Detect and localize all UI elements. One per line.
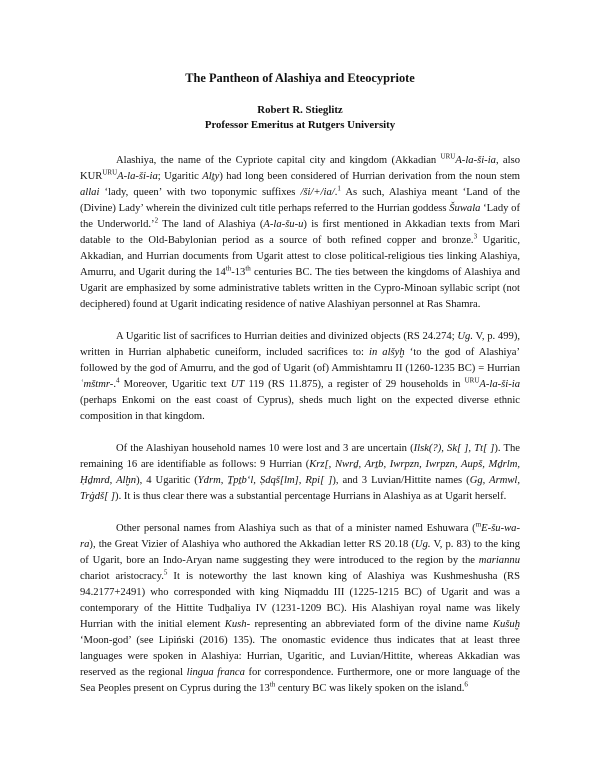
italic-term: A-la-ši-ia [117, 171, 158, 182]
footnote-ref[interactable]: 3 [473, 232, 478, 241]
author-affiliation: Professor Emeritus at Rutgers University [204, 119, 396, 131]
text-run: The land of Alashiya ( [158, 219, 264, 230]
text-run: . [113, 379, 116, 390]
italic-term: in alšyḫ [369, 347, 405, 358]
text-run: Ugaritic, Akkadian, and Hurrian documents from Ugarit attest to close political-religious ties linking Alashiya, Amurru, and Ugarit during the 14 [80, 235, 520, 278]
italic-term: E-šu-wa-ra [80, 523, 520, 550]
text-run: 119 (RS 11.875), a register of 29 households in [244, 379, 465, 390]
ordinal-suffix: th [245, 264, 251, 273]
italic-term: Ug. [414, 539, 431, 550]
text-run: ; Ugaritic [157, 171, 203, 182]
italic-term: Ilsk(?), Sk[ ], Tt[ ] [413, 443, 495, 454]
text-run: Other personal names from Alashiya such as that of a minister named Eshuwara ( [116, 523, 476, 534]
italic-term: Gg, Armwl, Trġdš[ ] [80, 475, 520, 502]
text-run: ‘lady, queen’ with two toponymic suffixes [99, 187, 301, 198]
text-run: ‘Lady of the Underworld.’ [80, 203, 520, 230]
text-run: ) had long been considered of Hurrian derivation from the noun stem [219, 171, 521, 182]
text-run: ). The remaining 16 are identifiable as follows: 9 Hurrian ( [80, 443, 520, 470]
italic-term: Kušuḫ [492, 619, 520, 630]
footnote-ref[interactable]: 4 [116, 376, 120, 385]
text-run: representing an abbreviated form of the divine name [250, 619, 493, 630]
text-run: V, p. 83) to the king of Ugarit, bore an Indo-Aryan name suggesting they were introduced to the region by the [80, 539, 520, 566]
text-run: centuries BC. The ties between the kingdoms of Alashiya and Ugarit are emphasized by some administrative tablets written in the Cypro-Minoan syllabic script (not deciphered) found at Ugarit indicating residence of native Alashiyan personnel at Ras Shamra. [80, 267, 520, 310]
superscript-determinative: URU [440, 152, 456, 161]
paragraph-3 [80, 441, 520, 505]
italic-term: Alṯy [202, 171, 220, 182]
text-run: -13 [231, 267, 246, 278]
text-run: for correspondence. Furthermore, one or more language of the Sea Peoples present on Cyprus during the 13 [80, 667, 520, 694]
italic-term: A-la-ši-ia [479, 379, 521, 390]
italic-term: Ug. [457, 331, 473, 342]
italic-term: Krz[, Nwrḏ, Arṯb, Iwrpzn, Iwrpzn, Aupš, Mḏrlm, Ḥḏmrd, Alḫn [80, 459, 520, 486]
text-run: A Ugaritic list of sacrifices to Hurrian deities and divinized objects (RS 24.274; [116, 331, 458, 342]
text-run: century BC was likely spoken on the island. [275, 683, 465, 694]
italic-term: ʿmštmr- [80, 379, 114, 390]
italic-term: mariannu [478, 555, 520, 566]
footnote-ref[interactable]: 5 [163, 568, 168, 577]
text-run: , also KUR [80, 155, 520, 182]
superscript-determinative: URU [464, 376, 480, 385]
italic-term: allai [80, 187, 100, 198]
text-run: ). It is thus clear there was a substantial percentage Hurrians in Alashiya as at Ugarit herself. [115, 491, 507, 502]
author-name: Robert R. Stieglitz [257, 104, 343, 116]
text-run: Alashiya, the name of the Cypriote capital city and kingdom (Akkadian [116, 155, 441, 166]
text-run: As such, Alashiya meant ‘Land of the (Divine) Lady’ wherein the divinized cult title perhaps referred to the Hurrian goddess [80, 187, 520, 214]
ordinal-suffix: th [225, 264, 232, 273]
text-run: ), the Great Vizier of Alashiya who authored the Akkadian letter RS 20.18 ( [89, 539, 415, 550]
italic-term: lingua franca [186, 667, 245, 678]
text-run: (perhaps Enkomi on the east coast of Cyprus), sheds much light on the expected diverse ethnic composition in that kingdom. [80, 395, 520, 422]
text-run: ‘to the god of Alashiya’ followed by the god of Amurru, and the god of Ugarit (of) Ammishtamru II (1260-1235 BC) = Hurrian [80, 347, 520, 374]
italic-term: UT [230, 379, 245, 390]
italic-term: Ydrm, Ṯpṯb‘l, Ṣdqš[lm], Rpi[ ] [197, 475, 333, 486]
text-run: ) is first mentioned in Akkadian texts from Mari datable to the Old-Babylonian period as a source of both refined copper and bronze. [80, 219, 521, 246]
italic-term: Šuwala [449, 203, 481, 214]
italic-term: Kush- [224, 619, 251, 630]
italic-term: /ši/+/ia/ [300, 187, 335, 198]
ordinal-suffix: th [269, 680, 276, 689]
text-run: ‘Moon-god’ (see Lipiński (2016) 135). The onomastic evidence thus indicates that at least three languages were spoken in Alashiya: Hurrian, Ugaritic, and Luvian/Hittite, whereas Akkadian was reserved as the regional [80, 635, 520, 678]
paragraph-2 [80, 329, 520, 425]
text-run: Of the Alashiyan household names 10 were lost and 3 are uncertain ( [116, 443, 414, 454]
superscript-determinative: m [475, 520, 482, 529]
text-run: chariot aristocracy. [80, 571, 164, 582]
paragraph-1 [80, 153, 520, 313]
superscript-determinative: URU [102, 168, 118, 177]
footnote-ref[interactable]: 6 [464, 680, 468, 689]
footnote-ref[interactable]: 2 [154, 216, 159, 225]
paper-title: The Pantheon of Alashiya and Eteocypriote [185, 71, 415, 85]
italic-term: A-la-ši-ia [455, 155, 496, 166]
text-run: It is noteworthy the last known king of Alashiya was Kushmeshusha (RS 94.2177+2491) who corresponded with king Niqmaddu III (1225-1215 BC) of Ugarit and was a contemporary of the Hittite Tudḫaliya IV (1231-1209 BC). His Alashiyan royal name was likely Hurrian with the initial element [80, 571, 520, 630]
text-run: ), and 3 Luvian/Hittite names ( [332, 475, 470, 486]
text-run: . [334, 187, 338, 198]
italic-term: A-la-šu-u [263, 219, 304, 230]
text-run: Moreover, Ugaritic text [119, 379, 231, 390]
paragraph-4 [80, 521, 520, 697]
text-run: ), 4 Ugaritic ( [136, 475, 198, 486]
text-run: V, p. 499), written in Hurrian alphabetic cuneiform, included sacrifices to: [80, 331, 520, 358]
footnote-ref[interactable]: 1 [337, 184, 341, 193]
